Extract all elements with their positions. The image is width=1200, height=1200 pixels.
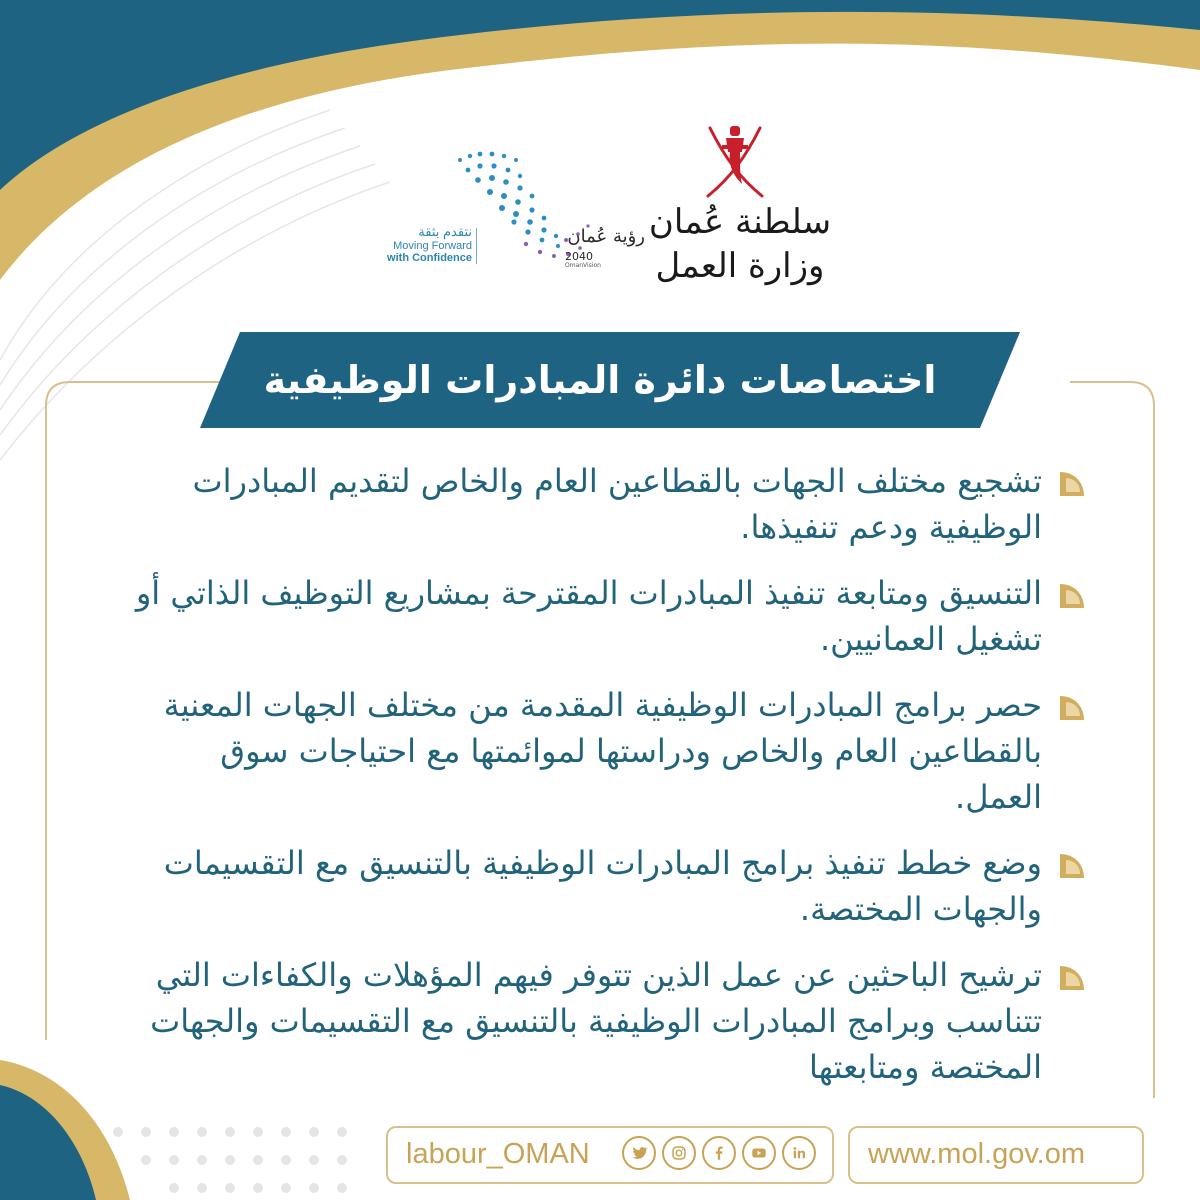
- list-item-text: التنسيق ومتابعة تنفيذ المبادرات المقترحة بمشاريع التوظيف الذاتي أو تشغيل العمانيين.: [135, 574, 1042, 658]
- social-icons: [622, 1136, 816, 1170]
- vision-subtitle: OmanVision: [565, 262, 601, 269]
- ministry-name: [640, 200, 840, 288]
- instagram-icon[interactable]: [662, 1136, 696, 1170]
- vision-label: رؤية عُمان: [567, 226, 645, 247]
- linkedin-icon[interactable]: [782, 1136, 816, 1170]
- slogan: [368, 224, 472, 264]
- ministry-name-line1: سلطنة عُمان: [648, 202, 832, 242]
- list-item-text: تشجيع مختلف الجهات بالقطاعين العام والخاص لتقديم المبادرات الوظيفية ودعم تنفيذها.: [192, 462, 1042, 546]
- responsibilities-list: [128, 458, 1088, 1110]
- list-item-text: ترشيح الباحثين عن عمل الذين تتوفر فيهم المؤهلات والكفاءات التي تتناسب وبرامج المبادرات الوظيفية بالتنسيق مع التقسيمات والجهات المختصة ومتابعتها: [150, 956, 1042, 1086]
- list-item: [128, 840, 1088, 932]
- facebook-icon[interactable]: [702, 1136, 736, 1170]
- bullet-icon: [1056, 850, 1088, 882]
- slogan-arabic: نتقدم بثقة: [418, 224, 472, 239]
- bullet-icon: [1056, 580, 1088, 612]
- social-handle-link[interactable]: labour_OMAN: [406, 1138, 590, 1170]
- page-title: اختصاصات دائرة المبادرات الوظيفية: [263, 358, 937, 402]
- twitter-icon[interactable]: [622, 1136, 656, 1170]
- website-link[interactable]: www.mol.gov.om: [868, 1138, 1086, 1170]
- list-item: [128, 952, 1088, 1090]
- list-item-text: حصر برامج المبادرات الوظيفية المقدمة من مختلف الجهات المعنية بالقطاعين العام والخاص ودراستها لموائمتها مع احتياجات سوق العمل.: [163, 686, 1042, 816]
- logo-divider: [476, 228, 477, 264]
- oman-emblem-icon: [690, 118, 780, 208]
- ministry-name-line2: وزارة العمل: [655, 246, 825, 286]
- list-item: [128, 570, 1088, 662]
- bullet-icon: [1056, 468, 1088, 500]
- list-item: [128, 458, 1088, 550]
- vision-year: 2040: [565, 250, 593, 263]
- slogan-english-line1: Moving Forward: [393, 240, 472, 252]
- bullet-icon: [1056, 692, 1088, 724]
- list-item-text: وضع خطط تنفيذ برامج المبادرات الوظيفية بالتنسيق مع التقسيمات والجهات المختصة.: [163, 844, 1042, 928]
- youtube-icon[interactable]: [742, 1136, 776, 1170]
- slogan-english-line2: with Confidence: [387, 252, 472, 264]
- list-item: [128, 682, 1088, 820]
- bullet-icon: [1056, 962, 1088, 994]
